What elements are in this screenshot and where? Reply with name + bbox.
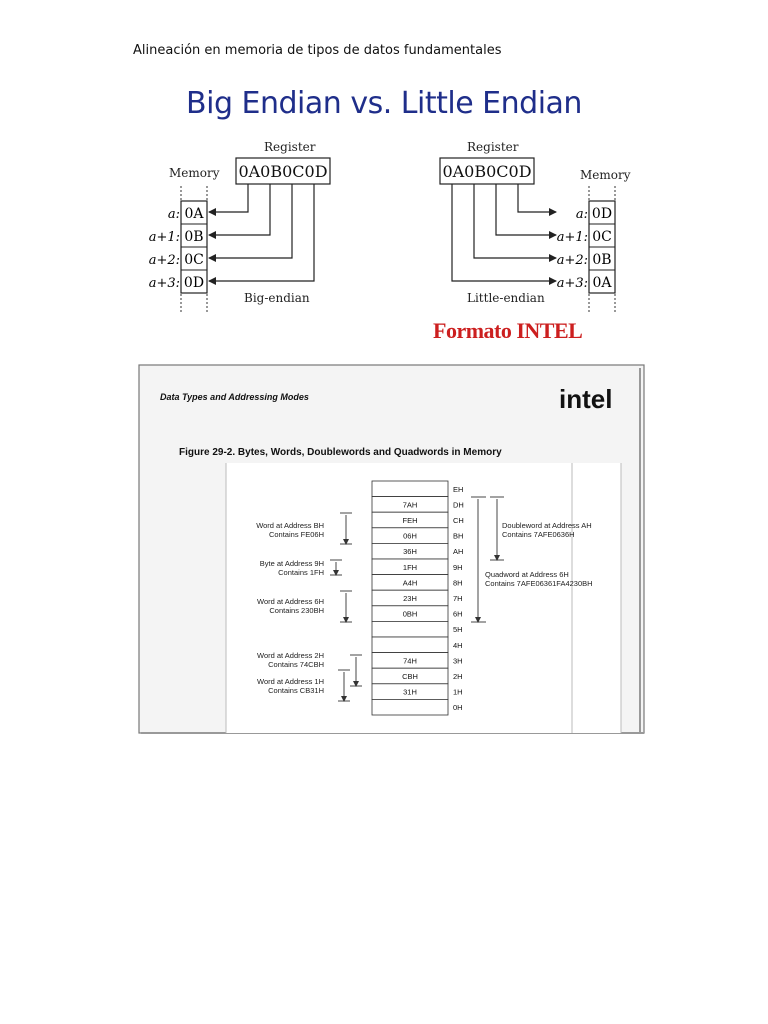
big-memory-label: Memory — [169, 166, 220, 180]
memory-cell-value: 36H — [403, 547, 417, 557]
memory-cell-value: 23H — [403, 594, 417, 603]
memory-address-label: 0H — [453, 703, 463, 713]
note-byte-9h-l2: Contains 1FH — [278, 568, 324, 577]
note-quadword-l2: Contains 7AFE06361FA4230BH — [485, 579, 593, 588]
memory-address-label: EH — [453, 484, 464, 494]
note-quadword-l1: Quadword at Address 6H — [485, 570, 569, 579]
note-word-2h-l2: Contains 74CBH — [268, 660, 324, 669]
little-register-value: 0A0B0C0D — [442, 162, 532, 181]
memory-address-label: BH — [453, 531, 464, 541]
big-cell-3: 0D — [183, 275, 205, 291]
big-arrow-1 — [209, 184, 270, 235]
memory-cell-value: 31H — [403, 687, 417, 697]
intel-figure — [139, 365, 644, 733]
memory-cell-value: 06H — [403, 531, 417, 541]
memory-address-label: 5H — [453, 625, 463, 635]
note-doubleword-l1: Doubleword at Address AH — [502, 521, 592, 530]
note-word-1h-l1: Word at Address 1H — [257, 677, 324, 686]
big-addr-0: a: — [167, 207, 180, 222]
memory-address-label: CH — [453, 516, 464, 525]
little-arrow-2 — [474, 184, 556, 258]
big-cell-1: 0B — [184, 229, 204, 245]
intel-figure-title: Figure 29-2. Bytes, Words, Doublewords and Quadwords in Memory — [179, 447, 502, 458]
memory-address-label: 9H — [453, 562, 463, 572]
intel-section-title: Data Types and Addressing Modes — [160, 392, 309, 402]
big-register-value: 0A0B0C0D — [238, 162, 328, 181]
little-cell-2: 0B — [592, 252, 612, 268]
big-arrow-2 — [209, 184, 292, 258]
page-header: Alineación en memoria de tipos de datos fundamentales — [133, 43, 502, 58]
memory-cell-value: A4H — [402, 578, 418, 588]
little-endian-diagram — [440, 140, 631, 312]
big-cell-0: 0A — [184, 206, 204, 222]
big-arrow-3 — [209, 184, 314, 281]
memory-address-label: AH — [453, 547, 464, 557]
memory-address-label: 4H — [453, 640, 463, 650]
memory-address-label: 3H — [453, 656, 463, 666]
big-addr-3: a+3: — [148, 276, 180, 291]
big-endian-diagram — [149, 140, 330, 312]
little-arrow-1 — [496, 184, 556, 235]
big-register-label: Register — [264, 140, 316, 154]
memory-cell — [372, 481, 448, 497]
memory-address-label: 8H — [453, 578, 463, 588]
memory-cell-value: 74H — [403, 656, 417, 666]
big-cell-2: 0C — [184, 252, 204, 268]
little-cell-1: 0C — [592, 229, 612, 245]
little-addr-2: a+2: — [556, 253, 588, 268]
little-addr-1: a+1: — [556, 230, 588, 245]
big-addr-1: a+1: — [148, 230, 180, 245]
note-word-6h-l2: Contains 230BH — [269, 606, 324, 615]
big-caption: Big-endian — [244, 291, 310, 305]
note-word-bh-l1: Word at Address BH — [256, 521, 324, 530]
little-memory-label: Memory — [580, 168, 631, 182]
little-register-label: Register — [467, 140, 519, 154]
note-doubleword-l2: Contains 7AFE0636H — [502, 530, 575, 539]
note-word-2h-l1: Word at Address 2H — [257, 651, 324, 660]
little-addr-0: a: — [575, 207, 588, 222]
formato-intel-label: Formato INTEL — [433, 318, 583, 343]
little-arrow-0 — [518, 184, 556, 212]
page-title: Big Endian vs. Little Endian — [186, 86, 582, 121]
little-arrow-3 — [452, 184, 556, 281]
memory-cell-value: FEH — [402, 516, 418, 525]
memory-cell-value: 1FH — [402, 562, 418, 572]
memory-cell — [372, 621, 448, 637]
note-word-1h-l2: Contains CB31H — [268, 686, 324, 695]
little-cell-3: 0A — [592, 275, 612, 291]
memory-address-label: 6H — [453, 609, 463, 619]
memory-cell — [372, 637, 448, 653]
big-addr-2: a+2: — [148, 253, 180, 268]
memory-cell-value: 0BH — [402, 609, 418, 619]
little-addr-3: a+3: — [556, 276, 588, 291]
memory-address-label: 7H — [453, 594, 463, 603]
big-arrow-0 — [209, 184, 248, 212]
intel-logo: intel — [559, 384, 613, 414]
note-word-bh-l2: Contains FE06H — [268, 530, 324, 539]
memory-cell — [372, 699, 448, 715]
memory-cell-value: CBH — [402, 672, 418, 681]
memory-address-label: DH — [453, 500, 464, 510]
note-word-6h-l1: Word at Address 6H — [257, 597, 324, 606]
memory-cell-value: 7AH — [402, 500, 418, 510]
note-byte-9h-l1: Byte at Address 9H — [259, 559, 324, 568]
memory-address-label: 1H — [453, 687, 463, 697]
memory-address-label: 2H — [453, 672, 463, 681]
little-caption: Little-endian — [467, 291, 545, 305]
little-cell-0: 0D — [591, 206, 613, 222]
